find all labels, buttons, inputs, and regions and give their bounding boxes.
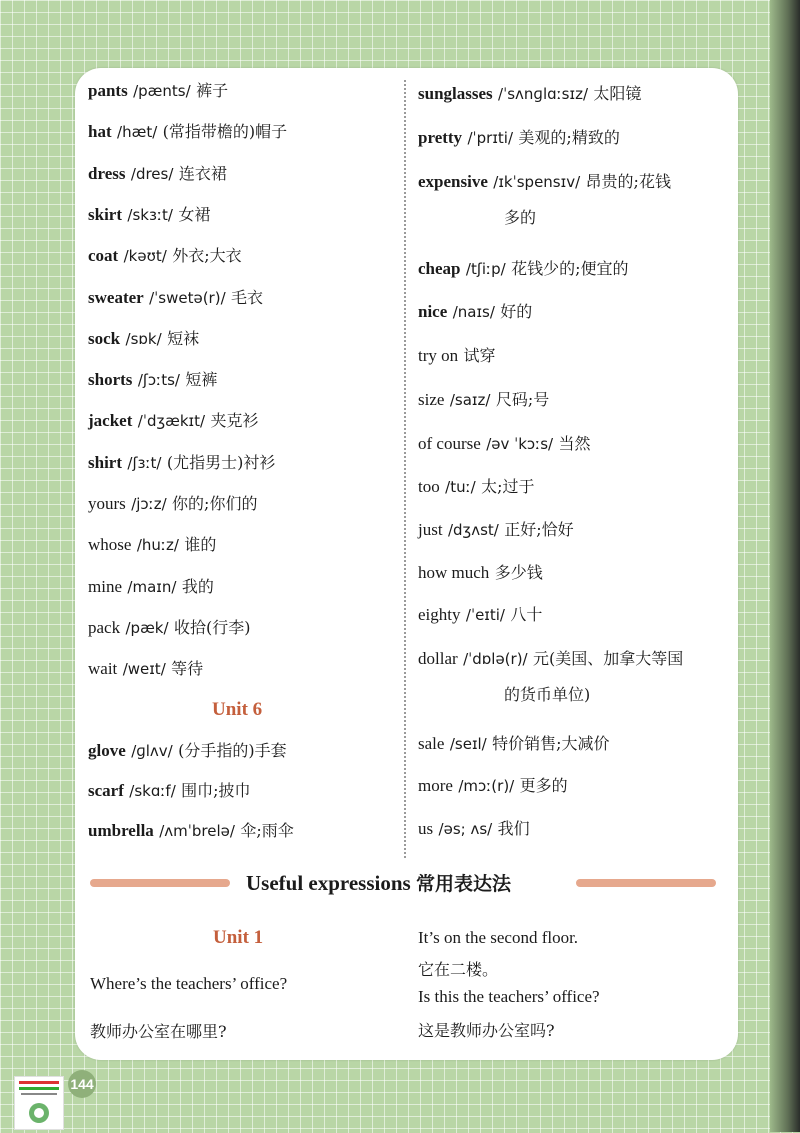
vocab-phonetic: /skɑːf/ — [129, 782, 176, 800]
vocab-word: pants — [88, 81, 128, 100]
publisher-stamp — [14, 1076, 64, 1130]
vocab-phonetic: /əs; ʌs/ — [438, 820, 493, 838]
vocab-phonetic: /sɒk/ — [125, 329, 162, 348]
vocab-word: just — [418, 520, 443, 539]
vocab-word: sock — [88, 328, 121, 348]
column-divider — [404, 80, 406, 858]
vocab-word: pretty — [418, 128, 463, 147]
vocab-word: glove — [88, 741, 126, 760]
vocab-meaning: 连衣裙 — [178, 163, 227, 183]
section-title-en: Useful expressions — [246, 871, 411, 895]
vocab-word: size — [418, 390, 445, 409]
vocab-phonetic: /ˈeɪti/ — [465, 606, 505, 624]
section-title-zh: 常用表达法 — [415, 873, 511, 895]
vocab-phonetic: /weɪt/ — [122, 660, 166, 679]
vocab-right-entry — [418, 433, 591, 455]
vocab-left-entry — [88, 658, 203, 680]
vocab-word: shirt — [88, 452, 122, 472]
vocab-phonetic: /tʃiːp/ — [465, 260, 506, 278]
vocab-phonetic: /tuː/ — [445, 478, 476, 496]
vocab-word: us — [418, 819, 434, 838]
vocab-meaning: 当然 — [558, 434, 591, 453]
vocab-meaning: 女裙 — [178, 204, 211, 224]
vocab-meaning: 夹克衫 — [210, 411, 259, 431]
vocab-meaning: 谁的 — [184, 535, 217, 555]
vocab-phonetic: /jɔːz/ — [131, 495, 167, 513]
vocab-meaning: 伞;雨伞 — [240, 821, 294, 840]
vocab-meaning: 围巾;披巾 — [181, 781, 251, 800]
vocab-meaning: 八十 — [510, 605, 543, 624]
vocab-word: expensive — [418, 172, 488, 191]
vocab-meaning: 花钱少的;便宜的 — [511, 259, 629, 278]
vocab-meaning-continued: 多的 — [504, 208, 537, 227]
vocab-word: wait — [88, 659, 118, 679]
vocab-word: hat — [88, 122, 112, 142]
vocab-left-entry — [88, 163, 227, 185]
vocab-left-entry — [88, 287, 263, 309]
page-number: 144 — [68, 1070, 96, 1098]
vocab-right-entry — [418, 476, 535, 498]
vocab-word: cheap — [418, 259, 461, 278]
vocab-phonetic: /əv ˈkɔːs/ — [486, 435, 554, 453]
vocab-word: try on — [418, 346, 459, 365]
expressions-unit-heading: Unit 1 — [213, 927, 264, 948]
vocab-meaning: 等待 — [171, 659, 204, 679]
vocab-phonetic: /saɪz/ — [449, 391, 491, 409]
vocab-phonetic: /skɜːt/ — [127, 205, 173, 224]
expression-left-en: Where’s the teachers’ office? — [90, 974, 288, 993]
expression-right-1-zh: 它在二楼。 — [418, 960, 499, 979]
vocab-meaning: 多少钱 — [494, 563, 543, 582]
vocab-word: shorts — [88, 370, 133, 390]
vocab-phonetic: /ˈswetə(r)/ — [149, 288, 226, 307]
vocab-phonetic: /ˈdɒlə(r)/ — [463, 650, 528, 668]
vocab-meaning: 外衣;大衣 — [172, 246, 242, 266]
vocab-phonetic: /naɪs/ — [452, 303, 495, 321]
book-spine-edge — [770, 0, 800, 1132]
vocab-right-entry — [418, 171, 671, 193]
vocab-meaning: 裤子 — [196, 81, 229, 100]
vocab-meaning: 收拾(行李) — [173, 617, 251, 637]
vocab-right-entry — [418, 604, 542, 626]
vocab-meaning: 你的;你们的 — [172, 494, 258, 513]
vocab-phonetic: /ʃɔːts/ — [137, 371, 180, 390]
expression-right-2-en: Is this the teachers’ office? — [418, 987, 600, 1006]
vocab-phonetic: /mɔː(r)/ — [458, 777, 515, 795]
vocab-right-entry — [418, 83, 641, 105]
vocab-meaning: 元(美国、加拿大等国 — [533, 649, 684, 668]
vocab-meaning: 尺码;号 — [495, 390, 550, 409]
vocab-meaning: 我的 — [181, 576, 214, 596]
vocab-meaning: (分手指的)手套 — [178, 741, 287, 760]
expression-left-zh: 教师办公室在哪里? — [90, 1022, 227, 1041]
vocab-left-entry — [88, 245, 242, 267]
vocab-phonetic: /ˈdʒækɪt/ — [137, 412, 206, 431]
vocab-right-entry — [418, 562, 543, 584]
vocab-phonetic: /dres/ — [130, 164, 174, 183]
vocab-phonetic: /ɡlʌv/ — [131, 742, 173, 760]
vocab-phonetic: /hæt/ — [117, 123, 158, 142]
vocab-left-entry — [88, 204, 210, 226]
vocab-phonetic: /kəʊt/ — [123, 247, 167, 266]
vocab-word: dollar — [418, 649, 458, 668]
vocab-left-entry — [88, 80, 228, 102]
vocab-meaning: 正好;恰好 — [504, 520, 574, 539]
vocab-left-entry — [88, 452, 275, 474]
vocab-word: whose — [88, 535, 132, 555]
vocab-word: too — [418, 477, 440, 496]
vocab-right-entry — [418, 258, 629, 280]
expression-right-2-zh: 这是教师办公室吗? — [418, 1021, 555, 1040]
vocab-meaning: 更多的 — [519, 776, 568, 795]
vocab-phonetic: /pæk/ — [125, 618, 169, 637]
vocab-word: how much — [418, 563, 490, 582]
expression-right-1-en: It’s on the second floor. — [418, 928, 579, 947]
vocab-word: skirt — [88, 204, 122, 224]
vocab-left-entry — [88, 121, 287, 143]
vocab-word: dress — [88, 163, 126, 183]
vocab-word: yours — [88, 494, 126, 513]
vocab-right-entry — [418, 127, 620, 149]
vocab-left-entry — [88, 534, 216, 556]
vocab-left-entry — [88, 410, 259, 432]
vocab-right-entry — [418, 301, 532, 323]
vocab-unit6-entry — [88, 740, 287, 762]
vocab-right-entry — [418, 733, 610, 755]
vocab-phonetic: /ɪkˈspensɪv/ — [493, 173, 581, 191]
vocab-left-entry — [88, 369, 217, 391]
vocab-right-entry — [418, 519, 574, 541]
vocab-phonetic: /ʃɜːt/ — [127, 453, 162, 472]
vocab-phonetic: /seɪl/ — [449, 735, 487, 753]
vocab-word: more — [418, 776, 453, 795]
section-title — [246, 869, 511, 896]
vocab-meaning: 短裤 — [185, 370, 218, 390]
vocab-meaning: 好的 — [500, 302, 533, 321]
vocab-word: sweater — [88, 287, 144, 307]
vocab-word: eighty — [418, 605, 461, 624]
vocab-right-entry — [418, 775, 568, 797]
vocab-phonetic: /maɪn/ — [127, 577, 177, 596]
vocab-word: jacket — [88, 411, 133, 431]
vocab-word: nice — [418, 302, 448, 321]
vocab-meaning: 我们 — [497, 819, 530, 838]
vocab-word: pack — [88, 617, 121, 637]
vocab-right-entry — [418, 389, 549, 411]
vocab-meaning: (尤指男士)衬衫 — [166, 452, 276, 472]
vocab-right-entry — [418, 345, 496, 367]
vocab-phonetic: /ˈsʌnɡlɑːsɪz/ — [498, 85, 589, 103]
vocab-unit6-entry — [88, 820, 294, 842]
vocab-word: of course — [418, 434, 481, 453]
vocab-meaning: 美观的;精致的 — [518, 128, 620, 147]
vocab-meaning: (常指带檐的)帽子 — [162, 122, 288, 142]
vocab-meaning: 昂贵的;花钱 — [585, 172, 671, 191]
vocab-word: sale — [418, 734, 445, 753]
vocab-word: scarf — [88, 781, 124, 800]
vocab-unit6-entry — [88, 780, 251, 802]
vocab-meaning: 太阳镜 — [593, 84, 642, 103]
vocab-meaning: 短袜 — [167, 328, 200, 348]
vocab-left-entry — [88, 328, 199, 350]
vocab-left-entry — [88, 617, 250, 639]
vocab-left-entry — [88, 576, 214, 598]
vocab-left-entry — [88, 493, 257, 515]
vocab-phonetic: /dʒʌst/ — [447, 521, 499, 539]
vocab-phonetic: /ˈprɪti/ — [467, 129, 514, 147]
section-bar-right — [576, 879, 716, 887]
vocab-meaning: 特价销售;大减价 — [492, 734, 610, 753]
vocab-right-entry — [418, 818, 530, 840]
unit6-heading: Unit 6 — [212, 699, 263, 720]
vocab-meaning: 试穿 — [463, 346, 496, 365]
vocab-word: sunglasses — [418, 84, 493, 103]
vocab-meaning: 太;过于 — [481, 477, 535, 496]
vocab-word: coat — [88, 246, 119, 266]
vocab-meaning: 毛衣 — [231, 287, 264, 307]
vocab-phonetic: /huːz/ — [136, 536, 179, 555]
vocab-word: umbrella — [88, 821, 154, 840]
vocab-right-entry — [418, 648, 683, 670]
vocab-phonetic: /pænts/ — [133, 82, 191, 100]
vocab-meaning-continued: 的货币单位) — [504, 685, 591, 704]
vocab-phonetic: /ʌmˈbrelə/ — [159, 822, 235, 840]
section-bar-left — [90, 879, 230, 887]
vocab-word: mine — [88, 576, 122, 596]
